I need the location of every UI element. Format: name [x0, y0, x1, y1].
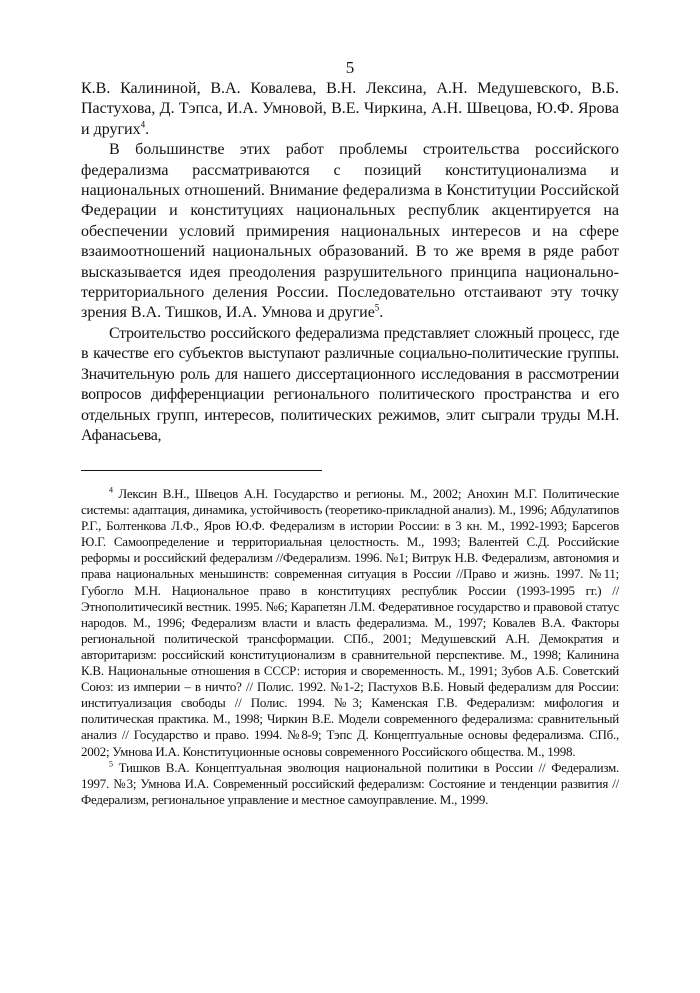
- continuation-text: К.В. Калининой, В.А. Ковалева, В.Н. Лексина, А.Н. Медушевского, В.Б. Пастухова, Д. Тэпса, И.А. Умновой, В.Е. Чиркина, А.Н. Швецова, Ю.Ф. Ярова и других: [81, 80, 619, 138]
- footnote-marker: 4: [109, 485, 113, 495]
- paragraph-text: В большинстве этих работ проблемы строительства российского федерализма рассматриваются с позиций конституционализма и национальных отношений. Внимание федерализма в Конституции Российской Федерации и конституциях национальных республик акцентируется на обеспечении условий примирения национальных интересов и на сфере взаимоотношений национальных образований. В то же время в ряде работ высказывается идея преодоления разрушительного принципа национально-территориального деления России. Последовательно отстаивают эту точку зрения В.А. Тишков, И.А. Умнова и другие: [81, 141, 619, 322]
- footnote-4: [81, 486, 619, 760]
- footnote-marker: 5: [109, 759, 113, 769]
- paragraph-construction: Строительство российского федерализма представляет сложный процесс, где в качестве его субъектов выступают различные социально-политические группы. Значительную роль для нашего диссертационного исследования в рассмотрении вопросов дифференциации регионального политического пространства и его отдельных групп, интересов, политических режимов, элит сыграли труды М.Н. Афанасьева,: [81, 324, 619, 444]
- footnote-text: Тишков В.А. Концептуальная эволюция национальной политики в России // Федерализм. 1997. №3; Умнова И.А. Современный российский федерализм: Состояние и тенденции развития //Федерализм, региональное управление и местное самоуправление. М., 1999.: [81, 759, 619, 807]
- footnotes-section: [81, 486, 619, 808]
- continuation-paragraph: К.В. Калининой, В.А. Ковалева, В.Н. Лексина, А.Н. Медушевского, В.Б. Пастухова, Д. Тэпса, И.А. Умновой, В.Е. Чиркина, А.Н. Швецова, Ю.Ф. Ярова и других$^4$.: [81, 80, 619, 138]
- footnote-ref-5[interactable]: 5: [374, 303, 380, 314]
- main-text: [81, 79, 619, 446]
- footnote-5: [81, 760, 619, 808]
- footnote-ref-4[interactable]: 4: [140, 119, 146, 130]
- paragraph-federalism-studies: [81, 140, 619, 324]
- paragraph-end: .: [379, 304, 384, 322]
- footnote-separator: [81, 470, 322, 471]
- page-number: 5: [345, 58, 355, 77]
- footnote-text: Лексин В.Н., Швецов А.Н. Государство и регионы. М., 2002; Анохин М.Г. Политические системы: адаптация, динамика, устойчивость (теоретико-прикладной анализ). М., 1996; Абдулатипов Р.Г., Болтенкова Л.Ф., Яров Ю.Ф. Федерализм в истории России: в 3 кн. М., 1992-1993; Барсегов Ю.Г. Самоопределение и территориальная целостность. М., 1993; Валентей С.Д. Российские реформы и российский федерализм //Федерализм. 1996. №1; Витрук Н.В. Федерализм, автономия и права национальных меньшинств: современная ситуация в России //Право и жизнь. 1997. №11; Губогло М.Н. Национальное право в конституциях республик России (1993-1995 гг.) //Этнополитичесикй вестник. 1995. №6; Карапетян Л.М. Федеративное государство и правовой статус народов. М., 1996; Федерализм власти и власть федерализма. М., 1997; Ковалев В.А. Факторы региональной политической трансформации. СПб., 2001; Медушевский А.Н. Демократия и авторитаризм: российский конституционализм в сравнительной перспективе. М., 1998; Калинина К.В. Национальные отношения в СССР: история и своременность. М., 1991; Зубов А.Б. Советский Союз: из империи – в ничто? // Полис. 1992. №1-2; Пастухов В.Б. Новый федерализм для России: институализация свободы // Полис. 1994. №3; Каменская Г.В. Федерализм: мифология и политическая практика. М., 1998; Чиркин В.Е. Модели современного федерализма: сравнительный анализ // Государство и право. 1994. №8-9; Тэпс Д. Концептуальные основы федерализма. СПб., 2002; Умнова И.А. Конституционные основы современного Российского общества. М., 1998.: [81, 486, 619, 759]
